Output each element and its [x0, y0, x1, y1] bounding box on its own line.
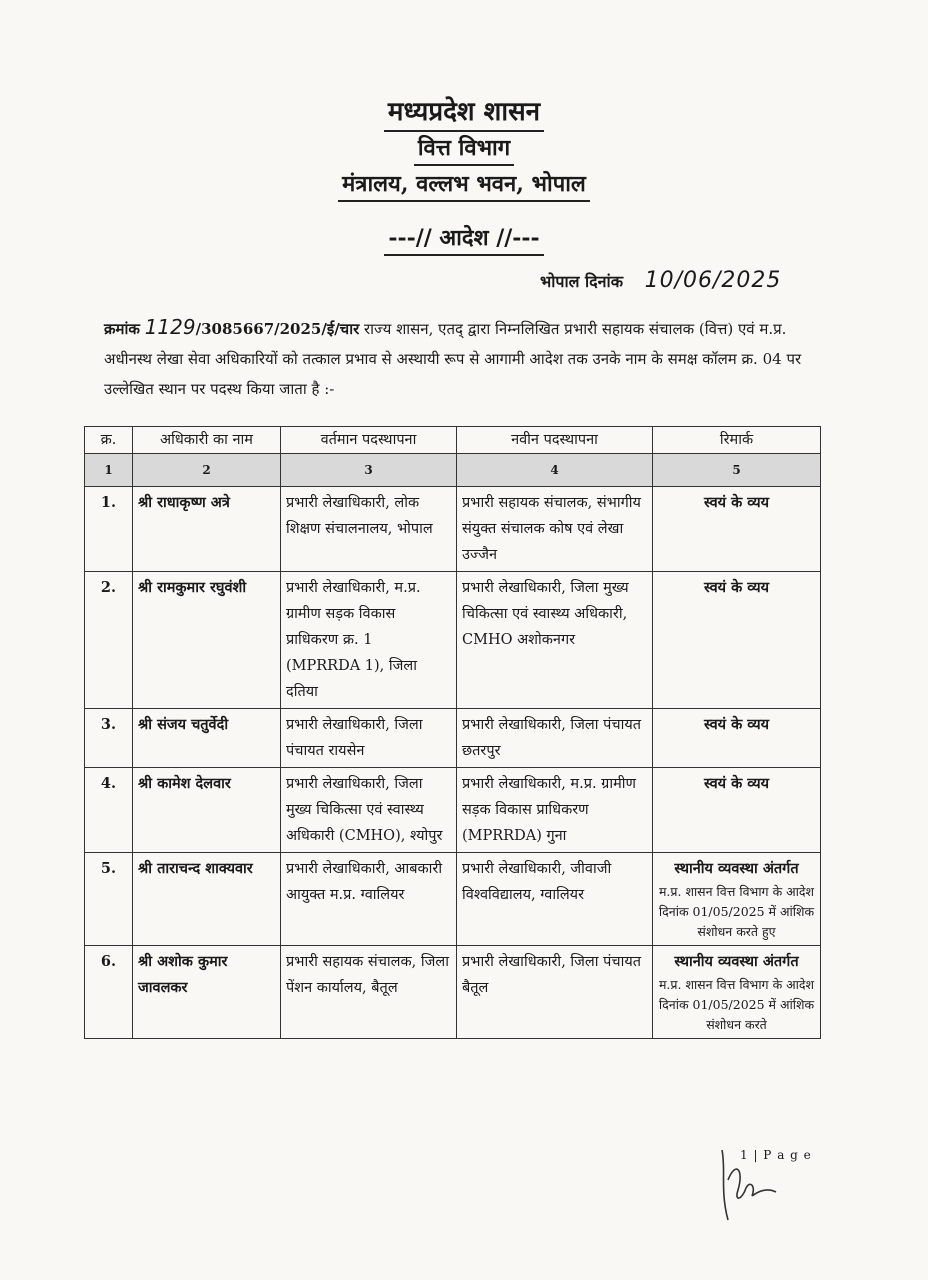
cell-remark	[653, 709, 821, 768]
cell-name: श्री अशोक कुमार जावलकर	[133, 946, 281, 1039]
cell-name: श्री रामकुमार रघुवंशी	[133, 572, 281, 709]
cell-name: श्री ताराचन्द शाक्यवार	[133, 853, 281, 946]
cell-new: प्रभारी लेखाधिकारी, जिला मुख्य चिकित्सा एवं स्वास्थ्य अधिकारी, CMHO अशोकनगर	[457, 572, 653, 709]
order-text: राज्य शासन, एतद् द्वारा निम्नलिखित प्रभारी सहायक संचालक (वित्त) एवं म.प्र. अधीनस्थ लेखा सेवा अधिकारियों को तत्काल प्रभाव से अस्थायी रूप से आगामी आदेश तक उनके नाम के समक्ष कॉलम क्र. 04 पर उल्लेखित स्थान पर पदस्थ किया जाता है :-	[104, 320, 802, 398]
header-government	[0, 92, 928, 132]
table-header-row	[85, 427, 821, 454]
table-row	[85, 946, 821, 1039]
header-department	[0, 132, 928, 166]
date-label: भोपाल दिनांक	[540, 272, 623, 291]
col-number: 1	[85, 454, 133, 487]
cell-remark	[653, 853, 821, 946]
date-line	[540, 268, 781, 293]
remark-note: म.प्र. शासन वित्त विभाग के आदेश दिनांक 01/05/2025 में आंशिक संशोधन करते हुए	[658, 884, 815, 939]
cell-current: प्रभारी सहायक संचालक, जिला पेंशन कार्यालय, बैतूल	[281, 946, 457, 1039]
table-row	[85, 768, 821, 853]
order-hand-number: 1129	[144, 315, 196, 339]
cell-sr: 5.	[85, 853, 133, 946]
col-number: 3	[281, 454, 457, 487]
cell-name: श्री कामेश देलवार	[133, 768, 281, 853]
table-row	[85, 572, 821, 709]
col-header: क्र.	[85, 427, 133, 454]
col-header: अधिकारी का नाम	[133, 427, 281, 454]
cell-sr: 3.	[85, 709, 133, 768]
cell-new: प्रभारी लेखाधिकारी, जीवाजी विश्वविद्यालय, ग्वालियर	[457, 853, 653, 946]
header-line1: मध्यप्रदेश शासन	[384, 92, 544, 132]
cell-sr: 6.	[85, 946, 133, 1039]
cell-remark	[653, 572, 821, 709]
posting-table	[84, 426, 821, 1039]
cell-current: प्रभारी लेखाधिकारी, लोक शिक्षण संचालनालय, भोपाल	[281, 487, 457, 572]
remark-main: स्थानीय व्यवस्था अंतर्गत	[674, 860, 799, 877]
remark-main: स्वयं के व्यय	[703, 494, 770, 511]
table-row	[85, 709, 821, 768]
cell-current: प्रभारी लेखाधिकारी, जिला मुख्य चिकित्सा एवं स्वास्थ्य अधिकारी (CMHO), श्योपुर	[281, 768, 457, 853]
cell-current: प्रभारी लेखाधिकारी, म.प्र. ग्रामीण सड़क विकास प्राधिकरण क्र. 1 (MPRRDA 1), जिला दतिया	[281, 572, 457, 709]
remark-main: स्वयं के व्यय	[703, 579, 770, 596]
cell-new: प्रभारी लेखाधिकारी, जिला पंचायत छतरपुर	[457, 709, 653, 768]
page-number: 1 | P a g e	[740, 1148, 812, 1162]
cell-current: प्रभारी लेखाधिकारी, आबकारी आयुक्त म.प्र. ग्वालियर	[281, 853, 457, 946]
order-number: /3085667/2025/ई/चार	[195, 320, 360, 338]
cell-new: प्रभारी सहायक संचालक, संभागीय संयुक्त संचालक कोष एवं लेखा उज्जैन	[457, 487, 653, 572]
col-header: रिमार्क	[653, 427, 821, 454]
cell-remark	[653, 487, 821, 572]
table-row	[85, 487, 821, 572]
remark-note: म.प्र. शासन वित्त विभाग के आदेश दिनांक 01/05/2025 में आंशिक संशोधन करते	[658, 977, 815, 1032]
cell-remark	[653, 946, 821, 1039]
cell-remark	[653, 768, 821, 853]
header-line3: मंत्रालय, वल्लभ भवन, भोपाल	[338, 168, 590, 202]
col-number: 2	[133, 454, 281, 487]
cell-name: श्री राधाकृष्ण अत्रे	[133, 487, 281, 572]
cell-new: प्रभारी लेखाधिकारी, जिला पंचायत बैतूल	[457, 946, 653, 1039]
cell-sr: 4.	[85, 768, 133, 853]
cell-new: प्रभारी लेखाधिकारी, म.प्र. ग्रामीण सड़क विकास प्राधिकरण (MPRRDA) गुना	[457, 768, 653, 853]
date-value: 10/06/2025	[644, 268, 782, 293]
cell-current: प्रभारी लेखाधिकारी, जिला पंचायत रायसेन	[281, 709, 457, 768]
header-line2: वित्त विभाग	[414, 132, 514, 166]
order-title: ---// आदेश //---	[0, 222, 928, 256]
table-row	[85, 853, 821, 946]
col-header: नवीन पदस्थापना	[457, 427, 653, 454]
table-number-row	[85, 454, 821, 487]
header-address	[0, 168, 928, 202]
remark-main: स्वयं के व्यय	[703, 716, 770, 733]
col-number: 4	[457, 454, 653, 487]
cell-sr: 2.	[85, 572, 133, 709]
order-prefix: क्रमांक	[104, 320, 140, 338]
order-paragraph	[104, 312, 826, 404]
col-header: वर्तमान पदस्थापना	[281, 427, 457, 454]
signature-icon	[712, 1140, 792, 1230]
remark-main: स्थानीय व्यवस्था अंतर्गत	[674, 953, 799, 970]
cell-name: श्री संजय चतुर्वेदी	[133, 709, 281, 768]
remark-main: स्वयं के व्यय	[703, 775, 770, 792]
col-number: 5	[653, 454, 821, 487]
cell-sr: 1.	[85, 487, 133, 572]
